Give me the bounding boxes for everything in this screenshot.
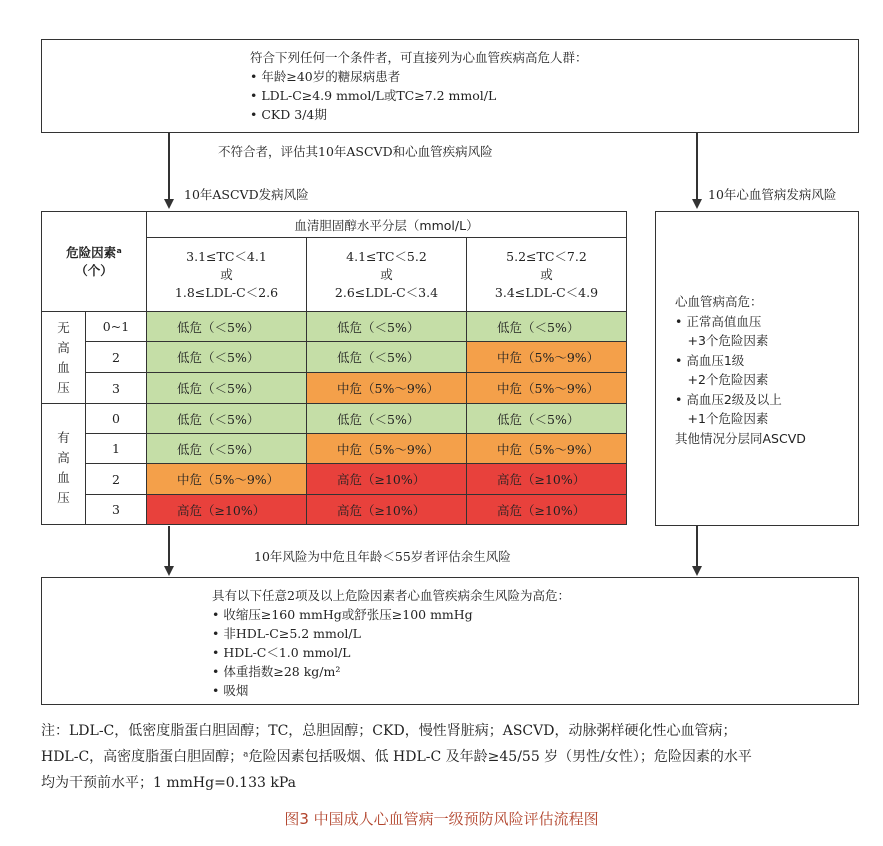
group-label-char: 血 xyxy=(57,470,70,485)
chol-column-header xyxy=(307,238,467,312)
table-row xyxy=(42,342,627,373)
risk-cell-high: 高危（≥10%） xyxy=(307,495,467,525)
table-row xyxy=(42,404,627,434)
risk-cell-low: 低危（＜5%） xyxy=(147,434,307,464)
direct-high-risk-box xyxy=(41,39,859,133)
factor-count: 3 xyxy=(86,495,147,525)
cvd-high-risk-lines xyxy=(675,292,806,448)
column-tc: 3.1≤TC＜4.1 xyxy=(186,248,267,264)
column-ldl: 1.8≤LDL-C＜2.6 xyxy=(174,284,279,300)
risk-factor-header-cell xyxy=(42,212,147,312)
lifetime-risk-item: • 吸烟 xyxy=(212,683,249,698)
cvd-line: • 高血压2级及以上 xyxy=(675,391,782,407)
column-ldl: 2.6≤LDL-C＜3.4 xyxy=(334,284,439,300)
risk-cell-low: 低危（＜5%） xyxy=(147,342,307,373)
middle-risk-label: 10年风险为中危且年龄＜55岁者评估余生风险 xyxy=(254,549,511,564)
ascvd-10y-label: 10年ASCVD发病风险 xyxy=(184,187,309,202)
note-line: 均为干预前水平；1 mmHg=0.133 kPa xyxy=(41,775,296,791)
group-label-char: 高 xyxy=(57,450,70,465)
direct-high-risk-item: • 年龄≥40岁的糖尿病患者 xyxy=(250,69,401,84)
group-label-char: 有 xyxy=(57,430,70,445)
risk-cell-mid: 中危（5%～9%） xyxy=(307,373,467,404)
cvd-10y-label: 10年心血管病发病风险 xyxy=(708,187,837,202)
risk-cell-low: 低危（＜5%） xyxy=(307,342,467,373)
group-label-char: 血 xyxy=(57,359,70,375)
lifetime-risk-item: • 体重指数≥28 kg/m² xyxy=(212,664,341,679)
risk-cell-high: 高危（≥10%） xyxy=(147,495,307,525)
factor-count: 0 xyxy=(86,404,147,434)
risk-cell-mid: 中危（5%～9%） xyxy=(307,434,467,464)
risk-cell-low: 低危（＜5%） xyxy=(147,404,307,434)
cvd-line: • 高血压1级 xyxy=(675,352,745,368)
column-tc: 5.2≤TC＜7.2 xyxy=(506,248,587,264)
risk-cell-low: 低危（＜5%） xyxy=(307,404,467,434)
lifetime-risk-item: • 收缩压≥160 mmHg或舒张压≥100 mmHg xyxy=(212,607,473,622)
factor-count: 0~1 xyxy=(86,312,147,342)
arrow-left-top-line xyxy=(168,133,170,200)
column-ldl: 3.4≤LDL-C＜4.9 xyxy=(494,284,599,300)
arrow-right-top-head xyxy=(692,199,702,209)
table-row xyxy=(42,495,627,525)
group-label-char: 高 xyxy=(57,339,70,355)
cvd-line: 其他情况分层同ASCVD xyxy=(675,430,806,446)
group-label-no-htn xyxy=(42,312,86,404)
table-row xyxy=(42,464,627,495)
group-label-char: 无 xyxy=(57,319,70,335)
risk-factor-header: 危险因素ᵃ xyxy=(66,244,122,260)
arrow-left-bottom-line xyxy=(168,526,170,567)
arrow-left-top-head xyxy=(164,199,174,209)
chol-column-header xyxy=(147,238,307,312)
ascvd-risk-table xyxy=(41,211,627,525)
risk-factor-unit: （个） xyxy=(75,262,113,278)
cvd-line: +3个危险因素 xyxy=(675,333,769,348)
risk-cell-high: 高危（≥10%） xyxy=(307,464,467,495)
risk-cell-mid: 中危（5%～9%） xyxy=(467,434,627,464)
lifetime-risk-title: 具有以下任意2项及以上危险因素者心血管疾病余生风险为高危： xyxy=(212,588,570,603)
factor-count: 2 xyxy=(86,464,147,495)
group-label-char: 压 xyxy=(57,490,70,505)
figure-caption: 图3 中国成人心血管病一级预防风险评估流程图 xyxy=(284,810,599,828)
risk-cell-low: 低危（＜5%） xyxy=(307,312,467,342)
table-row xyxy=(42,373,627,404)
table-row xyxy=(42,312,627,342)
lifetime-risk-item: • HDL-C＜1.0 mmol/L xyxy=(212,645,351,660)
factor-count: 1 xyxy=(86,434,147,464)
direct-high-risk-item: • CKD 3/4期 xyxy=(250,107,327,122)
risk-cell-mid: 中危（5%～9%） xyxy=(147,464,307,495)
group-label-char: 压 xyxy=(57,379,70,395)
lifetime-risk-box xyxy=(41,577,859,705)
cvd-line: +1个危险因素 xyxy=(675,411,769,426)
risk-cell-low: 低危（＜5%） xyxy=(147,373,307,404)
cvd-line: 心血管病高危： xyxy=(675,294,763,309)
cvd-high-risk-box xyxy=(655,211,859,526)
note-line: HDL-C，高密度脂蛋白胆固醇；ᵃ危险因素包括吸烟、低 HDL-C 及年龄≥45/55 岁（男性/女性）；危险因素的水平 xyxy=(41,749,752,765)
arrow-left-bottom-head xyxy=(164,566,174,576)
table-row xyxy=(42,434,627,464)
risk-cell-low: 低危（＜5%） xyxy=(467,312,627,342)
risk-cell-mid: 中危（5%～9%） xyxy=(467,373,627,404)
lifetime-risk-item: • 非HDL-C≥5.2 mmol/L xyxy=(212,626,361,641)
arrow-right-bottom-head xyxy=(692,566,702,576)
direct-high-risk-title: 符合下列任何一个条件者，可直接列为心血管疾病高危人群： xyxy=(250,50,588,65)
arrow-right-top-line xyxy=(696,133,698,200)
group-label-htn xyxy=(42,404,86,525)
risk-cell-high: 高危（≥10%） xyxy=(467,464,627,495)
arrow-right-bottom-line xyxy=(696,526,698,567)
factor-count: 2 xyxy=(86,342,147,373)
chol-header: 血清胆固醇水平分层（mmol/L） xyxy=(147,212,627,238)
cvd-line: • 正常高值血压 xyxy=(675,313,762,329)
risk-cell-mid: 中危（5%～9%） xyxy=(467,342,627,373)
risk-cell-low: 低危（＜5%） xyxy=(467,404,627,434)
direct-high-risk-item: • LDL-C≥4.9 mmol/L或TC≥7.2 mmol/L xyxy=(250,88,497,103)
column-or: 或 xyxy=(380,266,393,282)
column-or: 或 xyxy=(540,266,553,282)
column-or: 或 xyxy=(220,266,233,282)
chol-column-header xyxy=(467,238,627,312)
cvd-line: +2个危险因素 xyxy=(675,372,769,387)
risk-cell-low: 低危（＜5%） xyxy=(147,312,307,342)
column-tc: 4.1≤TC＜5.2 xyxy=(346,248,427,264)
risk-cell-high: 高危（≥10%） xyxy=(467,495,627,525)
not-meet-label: 不符合者，评估其10年ASCVD和心血管疾病风险 xyxy=(218,144,493,159)
factor-count: 3 xyxy=(86,373,147,404)
note-line: 注：LDL-C，低密度脂蛋白胆固醇；TC，总胆固醇；CKD，慢性肾脏病；ASCVD，动脉粥样硬化性心血管病； xyxy=(41,723,737,739)
